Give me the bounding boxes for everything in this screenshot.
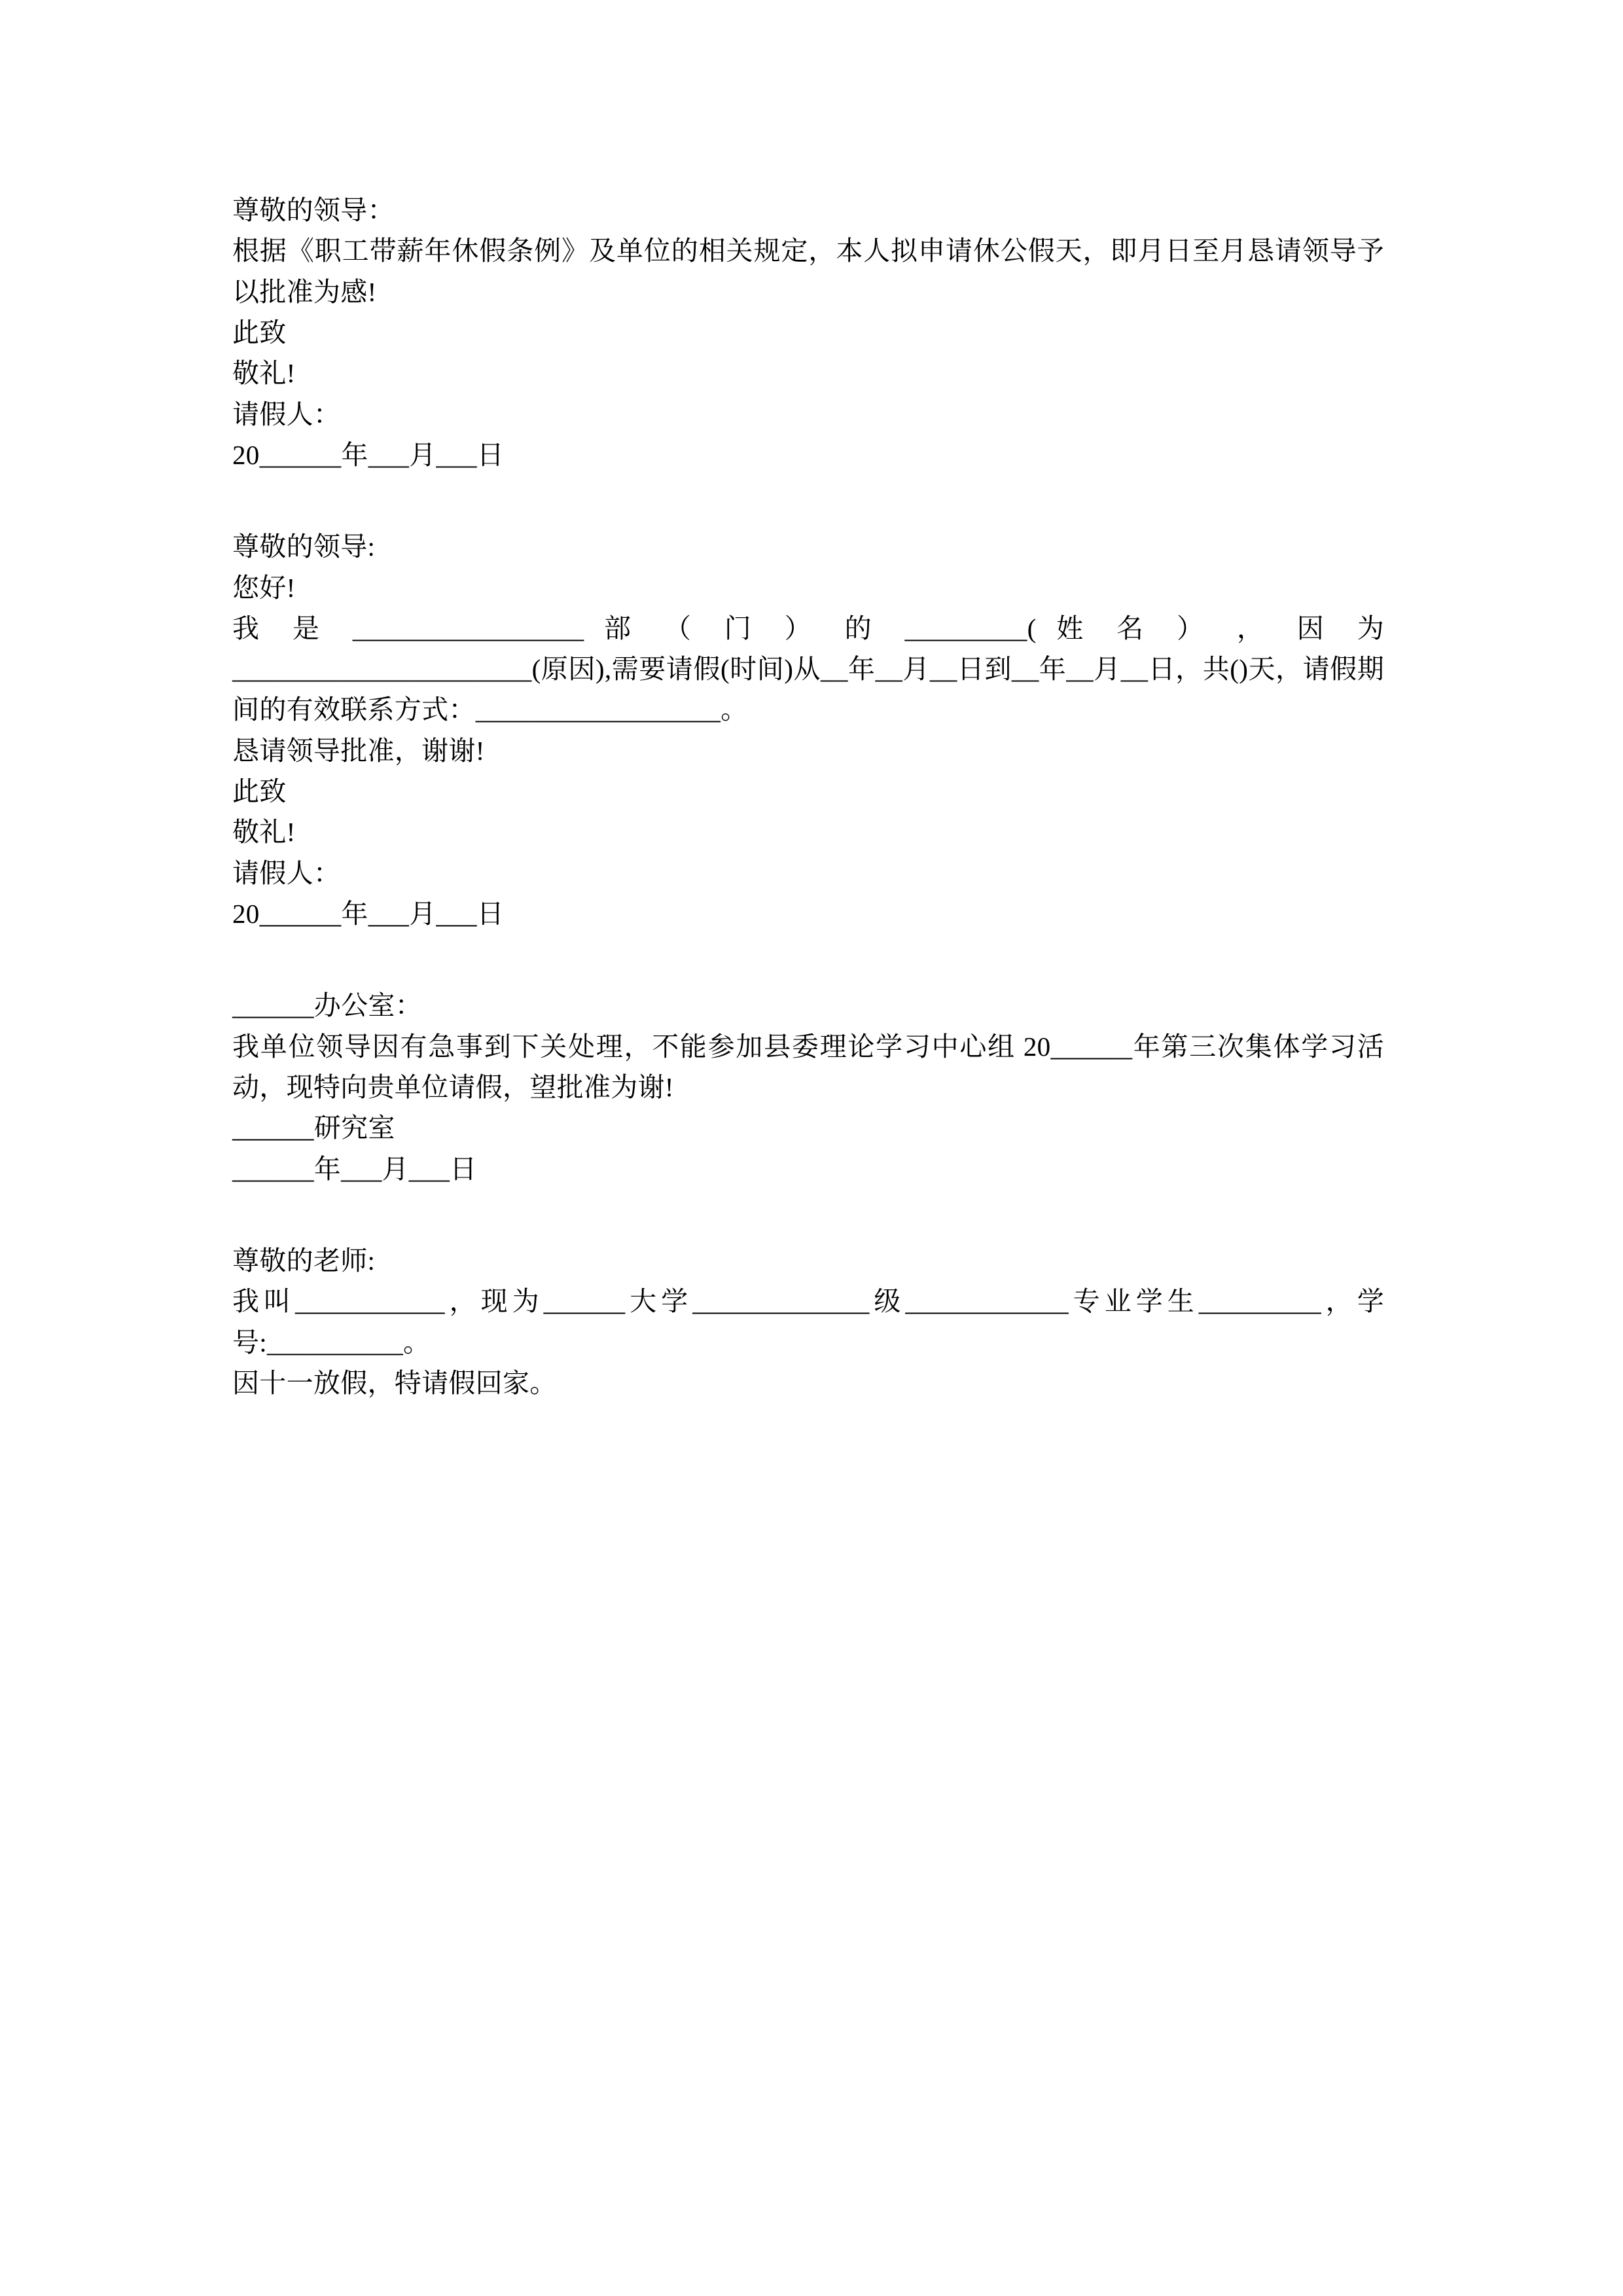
letter-block-office-leave [232,985,1384,1189]
paragraph-line: 因十一放假，特请假回家。 [232,1367,557,1398]
document-body [232,190,1384,1403]
paragraph-line: 敬礼! [232,358,296,389]
paragraph-line: 我 是 _________________ 部 （ 门 ） 的 _________( 姓 名 ） ， 因 为 ______________________(原因),需要请假(时间)从__年__月__日到__年__月__日，共()天，请假期间的有效联系方式：__________________。 [232,613,1384,725]
paragraph-line: 尊敬的老师: [232,1245,376,1276]
paragraph-line: 此致 [232,317,287,348]
paragraph-line: 恳请领导批准，谢谢! [232,735,485,766]
paragraph-line: 您好! [232,572,296,603]
paragraph-line: 根据《职工带薪年休假条例》及单位的相关规定，本人拟申请休公假天，即月日至月恳请领导予以批准为感! [232,236,1384,307]
letter-block-student-leave [232,1240,1384,1403]
block-spacer [232,934,1384,985]
paragraph-line: 我单位领导因有急事到下关处理，不能参加县委理论学习中心组 20______年第三次集体学习活动，现特向贵单位请假，望批准为谢! [232,1031,1384,1102]
paragraph-line: 请假人： [232,857,341,888]
paragraph-line: 20______年___月___日 [232,899,505,929]
paragraph-line: 请假人： [232,399,341,429]
paragraph-line: 20______年___月___日 [232,439,505,470]
paragraph-line: 此致 [232,776,287,807]
paragraph-line: ______年___月___日 [232,1153,477,1184]
paragraph-line: ______办公室： [232,990,422,1021]
paragraph-line: 敬礼! [232,817,296,848]
paragraph-line: 尊敬的领导： [232,195,395,225]
paragraph-line: 尊敬的领导: [232,531,376,562]
letter-block-general-leave [232,526,1384,934]
letter-block-annual-leave [232,190,1384,475]
paragraph-line: 我叫___________，现为______大学_____________级____________专业学生_________，学号:__________。 [232,1286,1384,1357]
block-spacer [232,1189,1384,1240]
paragraph-line: ______研究室 [232,1113,395,1143]
block-spacer [232,475,1384,526]
